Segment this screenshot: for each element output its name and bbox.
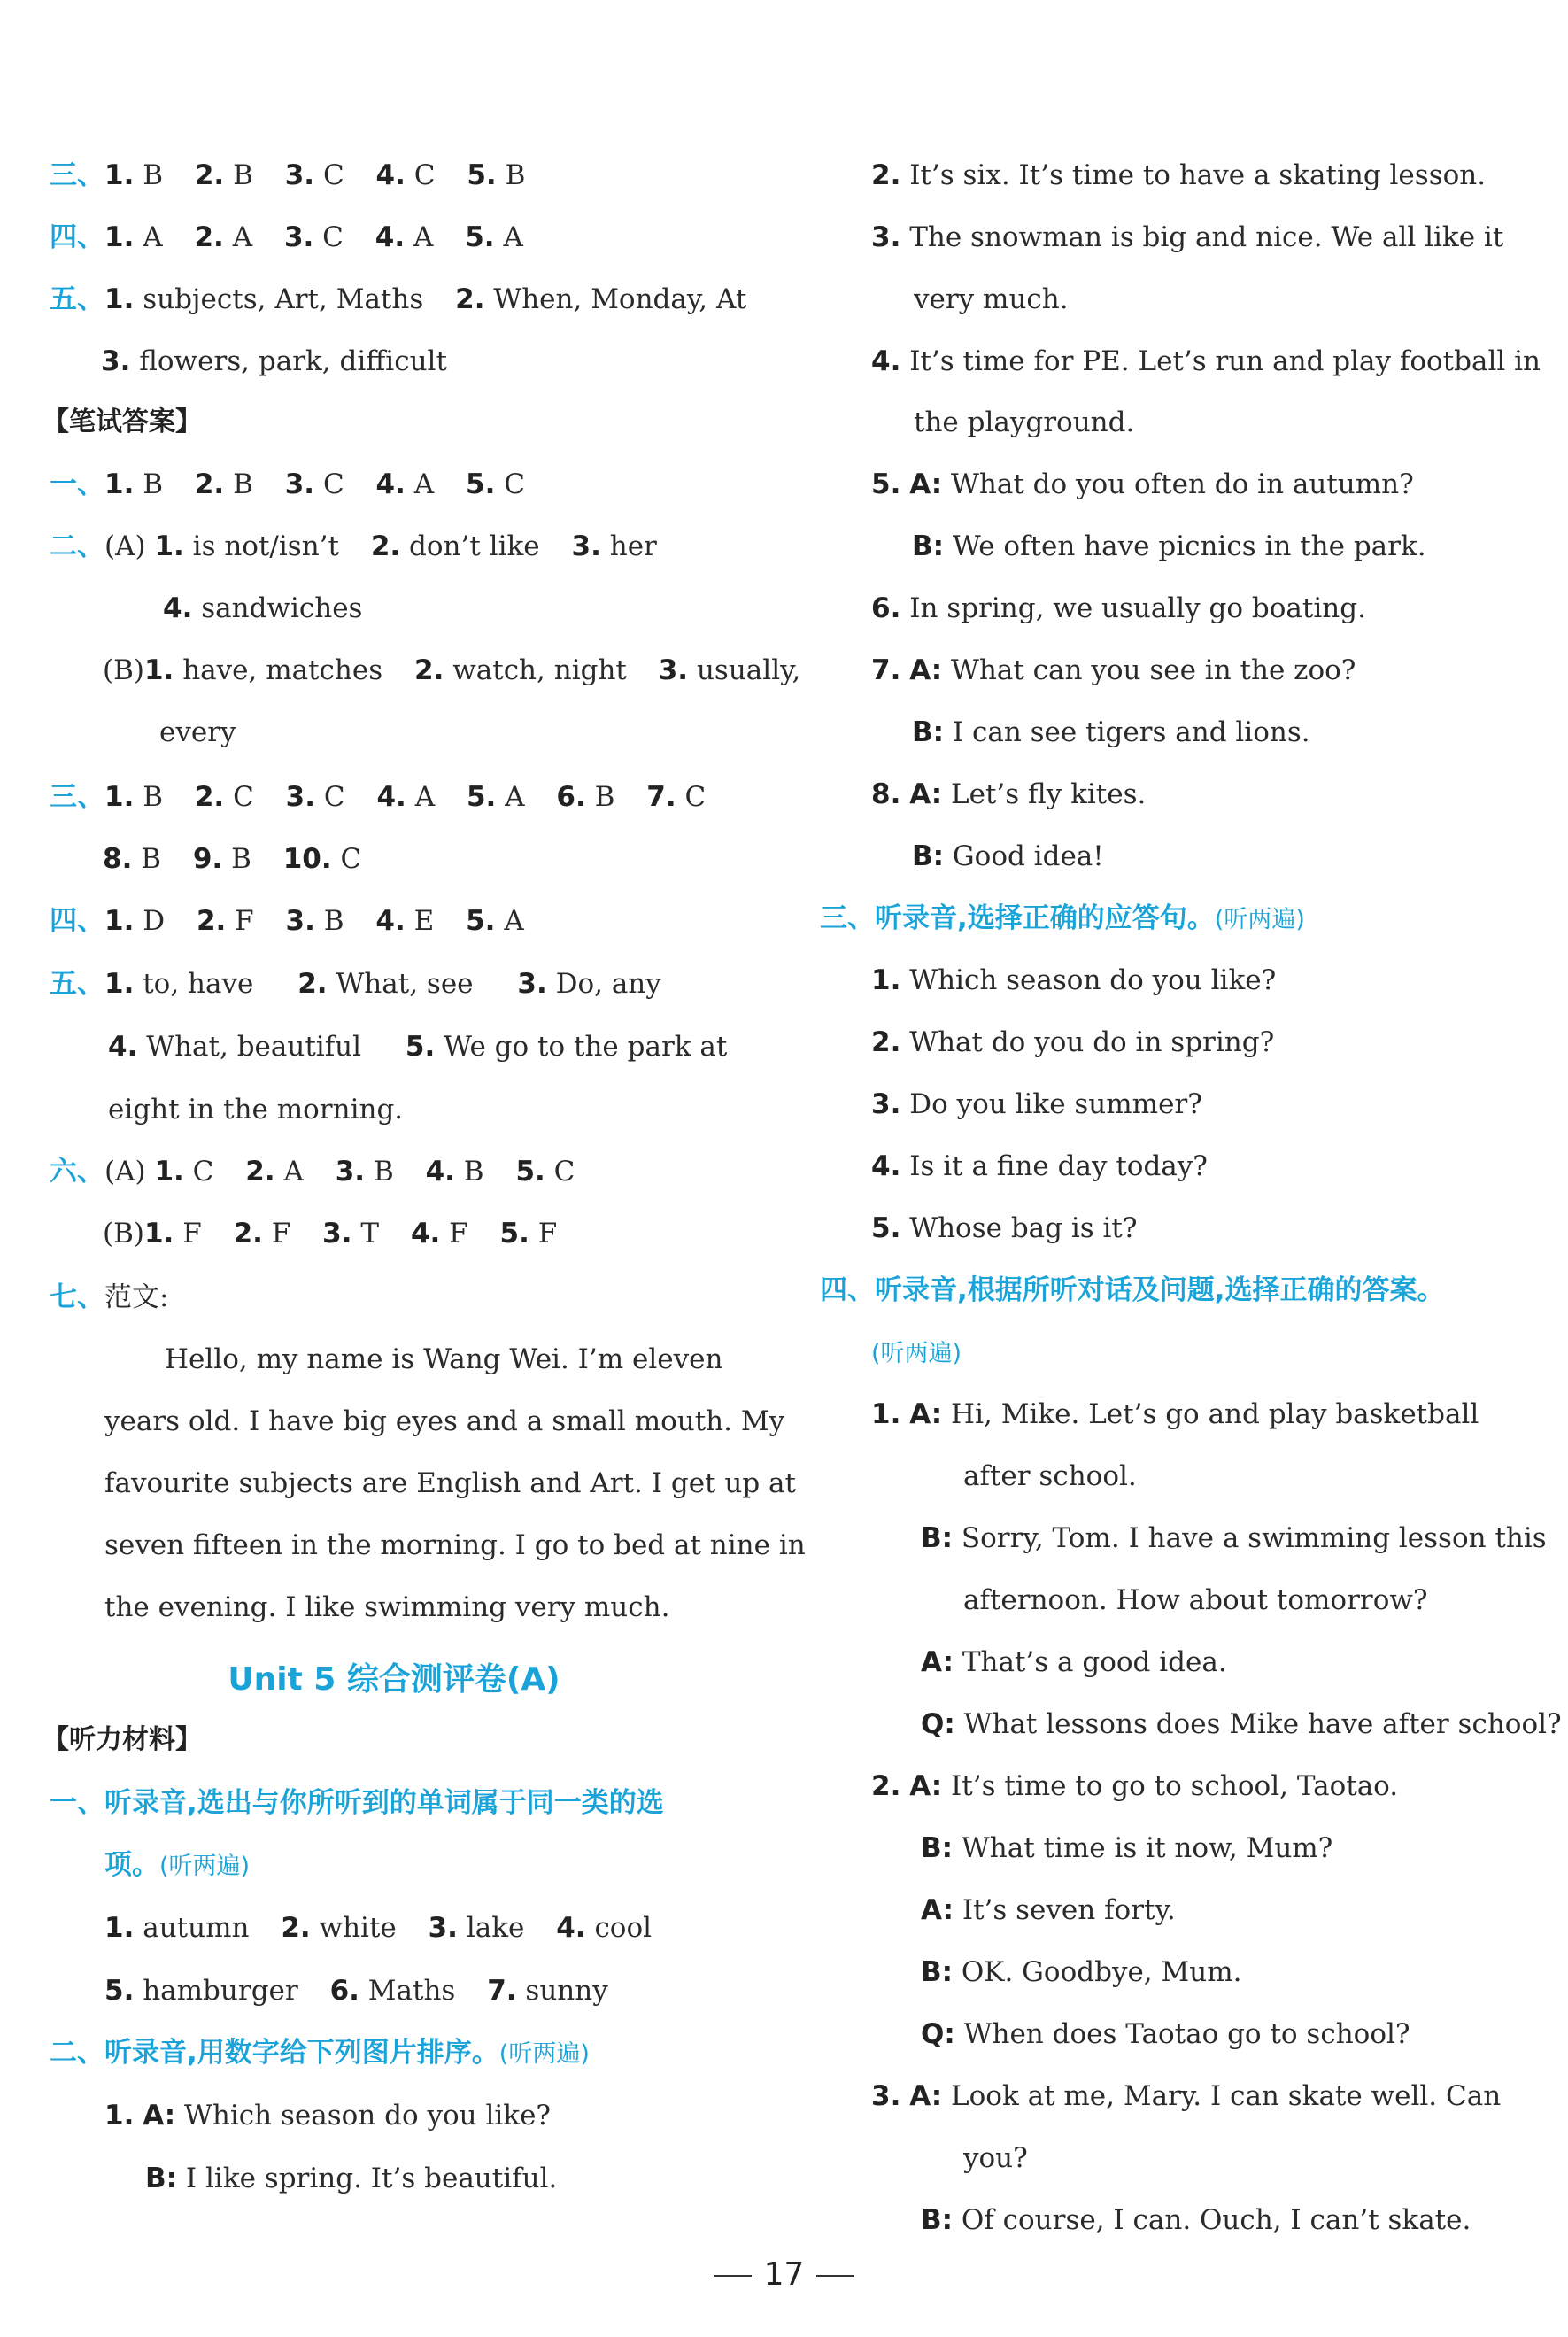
written-row-san: 三、1. B 2. C 3. C 4. A 5. A 6. B 7. C xyxy=(50,781,707,813)
written-row-qi: 七、范文: xyxy=(50,1281,169,1313)
answer-row-san: 三、1. B 2. B 3. C 4. C 5. B xyxy=(50,159,526,191)
dialogue-line: B: OK. Goodbye, Mum. xyxy=(921,1956,1242,1988)
written-answers-header: 【笔试答案】 xyxy=(42,406,202,437)
question-item: 1. Which season do you like? xyxy=(871,964,1277,996)
sentence-line: 4. It’s time for PE. Let’s run and play football in xyxy=(871,345,1541,377)
listening-section-er: 二、听录音,用数字给下列图片排序。(听两遍) xyxy=(50,2037,590,2069)
dialogue-line: Q: What lessons does Mike have after school? xyxy=(921,1708,1562,1740)
dialogue-line: Q: When does Taotao go to school? xyxy=(921,2018,1410,2050)
written-row-er-a-cont: 4. sandwiches xyxy=(163,592,363,624)
answer-row-si: 四、1. A 2. A 3. C 4. A 5. A xyxy=(50,221,523,253)
written-row-san-cont: 8. B 9. B 10. C xyxy=(103,843,362,875)
listening-header: 【听力材料】 xyxy=(42,1724,202,1755)
unit-title: Unit 5 综合测评卷(A) xyxy=(228,1661,560,1698)
page-number: 17 xyxy=(0,2256,1568,2293)
listening-section-yi: 一、听录音,选出与你所听到的单词属于同一类的选 xyxy=(50,1787,664,1819)
answer-row-wu: 五、1. subjects, Art, Maths 2. When, Monday, At xyxy=(50,283,747,315)
dialogue-line-cont: afternoon. How about tomorrow? xyxy=(963,1584,1428,1616)
dialogue-line: B: Good idea! xyxy=(912,840,1104,872)
dialogue-line: 2. A: It’s time to go to school, Taotao. xyxy=(871,1770,1399,1802)
written-row-liu-b: (B)1. F 2. F 3. T 4. F 5. F xyxy=(103,1218,558,1250)
listening-section-si-cont: (听两遍) xyxy=(871,1340,962,1367)
sentence-line: 2. It’s six. It’s time to have a skating lesson. xyxy=(871,159,1487,191)
dialogue-line: B: I can see tigers and lions. xyxy=(912,716,1310,748)
written-row-er-a: 二、(A) 1. is not/isn’t 2. don’t like 3. her xyxy=(50,530,657,562)
listening-section-si: 四、听录音,根据所听对话及问题,选择正确的答案。 xyxy=(820,1274,1445,1306)
dialogue-line: 3. A: Look at me, Mary. I can skate well. Can xyxy=(871,2080,1502,2112)
listening-words-row: 1. autumn 2. white 3. lake 4. cool xyxy=(104,1912,653,1944)
dialogue-line: B: Sorry, Tom. I have a swimming lesson this xyxy=(921,1522,1547,1554)
listening-words-row: 5. hamburger 6. Maths 7. sunny xyxy=(104,1975,608,2007)
essay-line: Hello, my name is Wang Wei. I’m eleven xyxy=(165,1343,723,1375)
page-number-dash-right xyxy=(816,2275,854,2277)
essay-line: seven fifteen in the morning. I go to bed at nine in xyxy=(104,1529,806,1561)
dialogue-line: B: What time is it now, Mum? xyxy=(921,1832,1333,1864)
sentence-line: 3. The snowman is big and nice. We all like it xyxy=(871,221,1504,253)
written-row-liu-a: 六、(A) 1. C 2. A 3. B 4. B 5. C xyxy=(50,1156,575,1188)
essay-line: favourite subjects are English and Art. I get up at xyxy=(104,1467,796,1499)
dialogue-line: B: I like spring. It’s beautiful. xyxy=(145,2163,558,2194)
sentence-line-cont: very much. xyxy=(914,283,1069,315)
dialogue-line: A: It’s seven forty. xyxy=(921,1894,1176,1926)
written-row-er-b-cont: every xyxy=(159,716,236,748)
written-row-si: 四、1. D 2. F 3. B 4. E 5. A xyxy=(50,905,524,937)
question-item: 3. Do you like summer? xyxy=(871,1088,1202,1120)
question-item: 5. Whose bag is it? xyxy=(871,1212,1138,1244)
dialogue-line: 8. A: Let’s fly kites. xyxy=(871,778,1147,810)
written-row-wu-cont: 4. What, beautiful 5. We go to the park at xyxy=(108,1031,728,1063)
sentence-line-cont: the playground. xyxy=(914,406,1135,438)
dialogue-line: 1. A: Which season do you like? xyxy=(104,2100,552,2132)
written-row-er-b: (B)1. have, matches 2. watch, night 3. usually, xyxy=(103,654,801,686)
dialogue-line: B: Of course, I can. Ouch, I can’t skate. xyxy=(921,2204,1471,2236)
dialogue-line: B: We often have picnics in the park. xyxy=(912,530,1426,562)
dialogue-line: 5. A: What do you often do in autumn? xyxy=(871,468,1414,500)
dialogue-line-cont: you? xyxy=(963,2142,1028,2174)
dialogue-line: 1. A: Hi, Mike. Let’s go and play basketball xyxy=(871,1398,1479,1430)
listening-section-yi-cont: 项。(听两遍) xyxy=(104,1849,251,1881)
question-item: 2. What do you do in spring? xyxy=(871,1026,1275,1058)
sentence-line: 6. In spring, we usually go boating. xyxy=(871,592,1366,624)
question-item: 4. Is it a fine day today? xyxy=(871,1150,1208,1182)
dialogue-line: 7. A: What can you see in the zoo? xyxy=(871,654,1356,686)
written-row-yi: 一、1. B 2. B 3. C 4. A 5. C xyxy=(50,468,525,500)
listening-section-san: 三、听录音,选择正确的应答句。(听两遍) xyxy=(820,902,1305,934)
written-row-wu-cont2: eight in the morning. xyxy=(108,1094,404,1126)
written-row-wu: 五、1. to, have 2. What, see 3. Do, any xyxy=(50,968,661,1000)
dialogue-line-cont: after school. xyxy=(963,1460,1137,1492)
essay-line: the evening. I like swimming very much. xyxy=(104,1591,670,1623)
essay-line: years old. I have big eyes and a small mouth. My xyxy=(104,1405,785,1437)
page-number-dash-left xyxy=(714,2275,752,2277)
dialogue-line: A: That’s a good idea. xyxy=(921,1646,1227,1678)
answer-row-wu-cont: 3. flowers, park, difficult xyxy=(101,345,447,377)
